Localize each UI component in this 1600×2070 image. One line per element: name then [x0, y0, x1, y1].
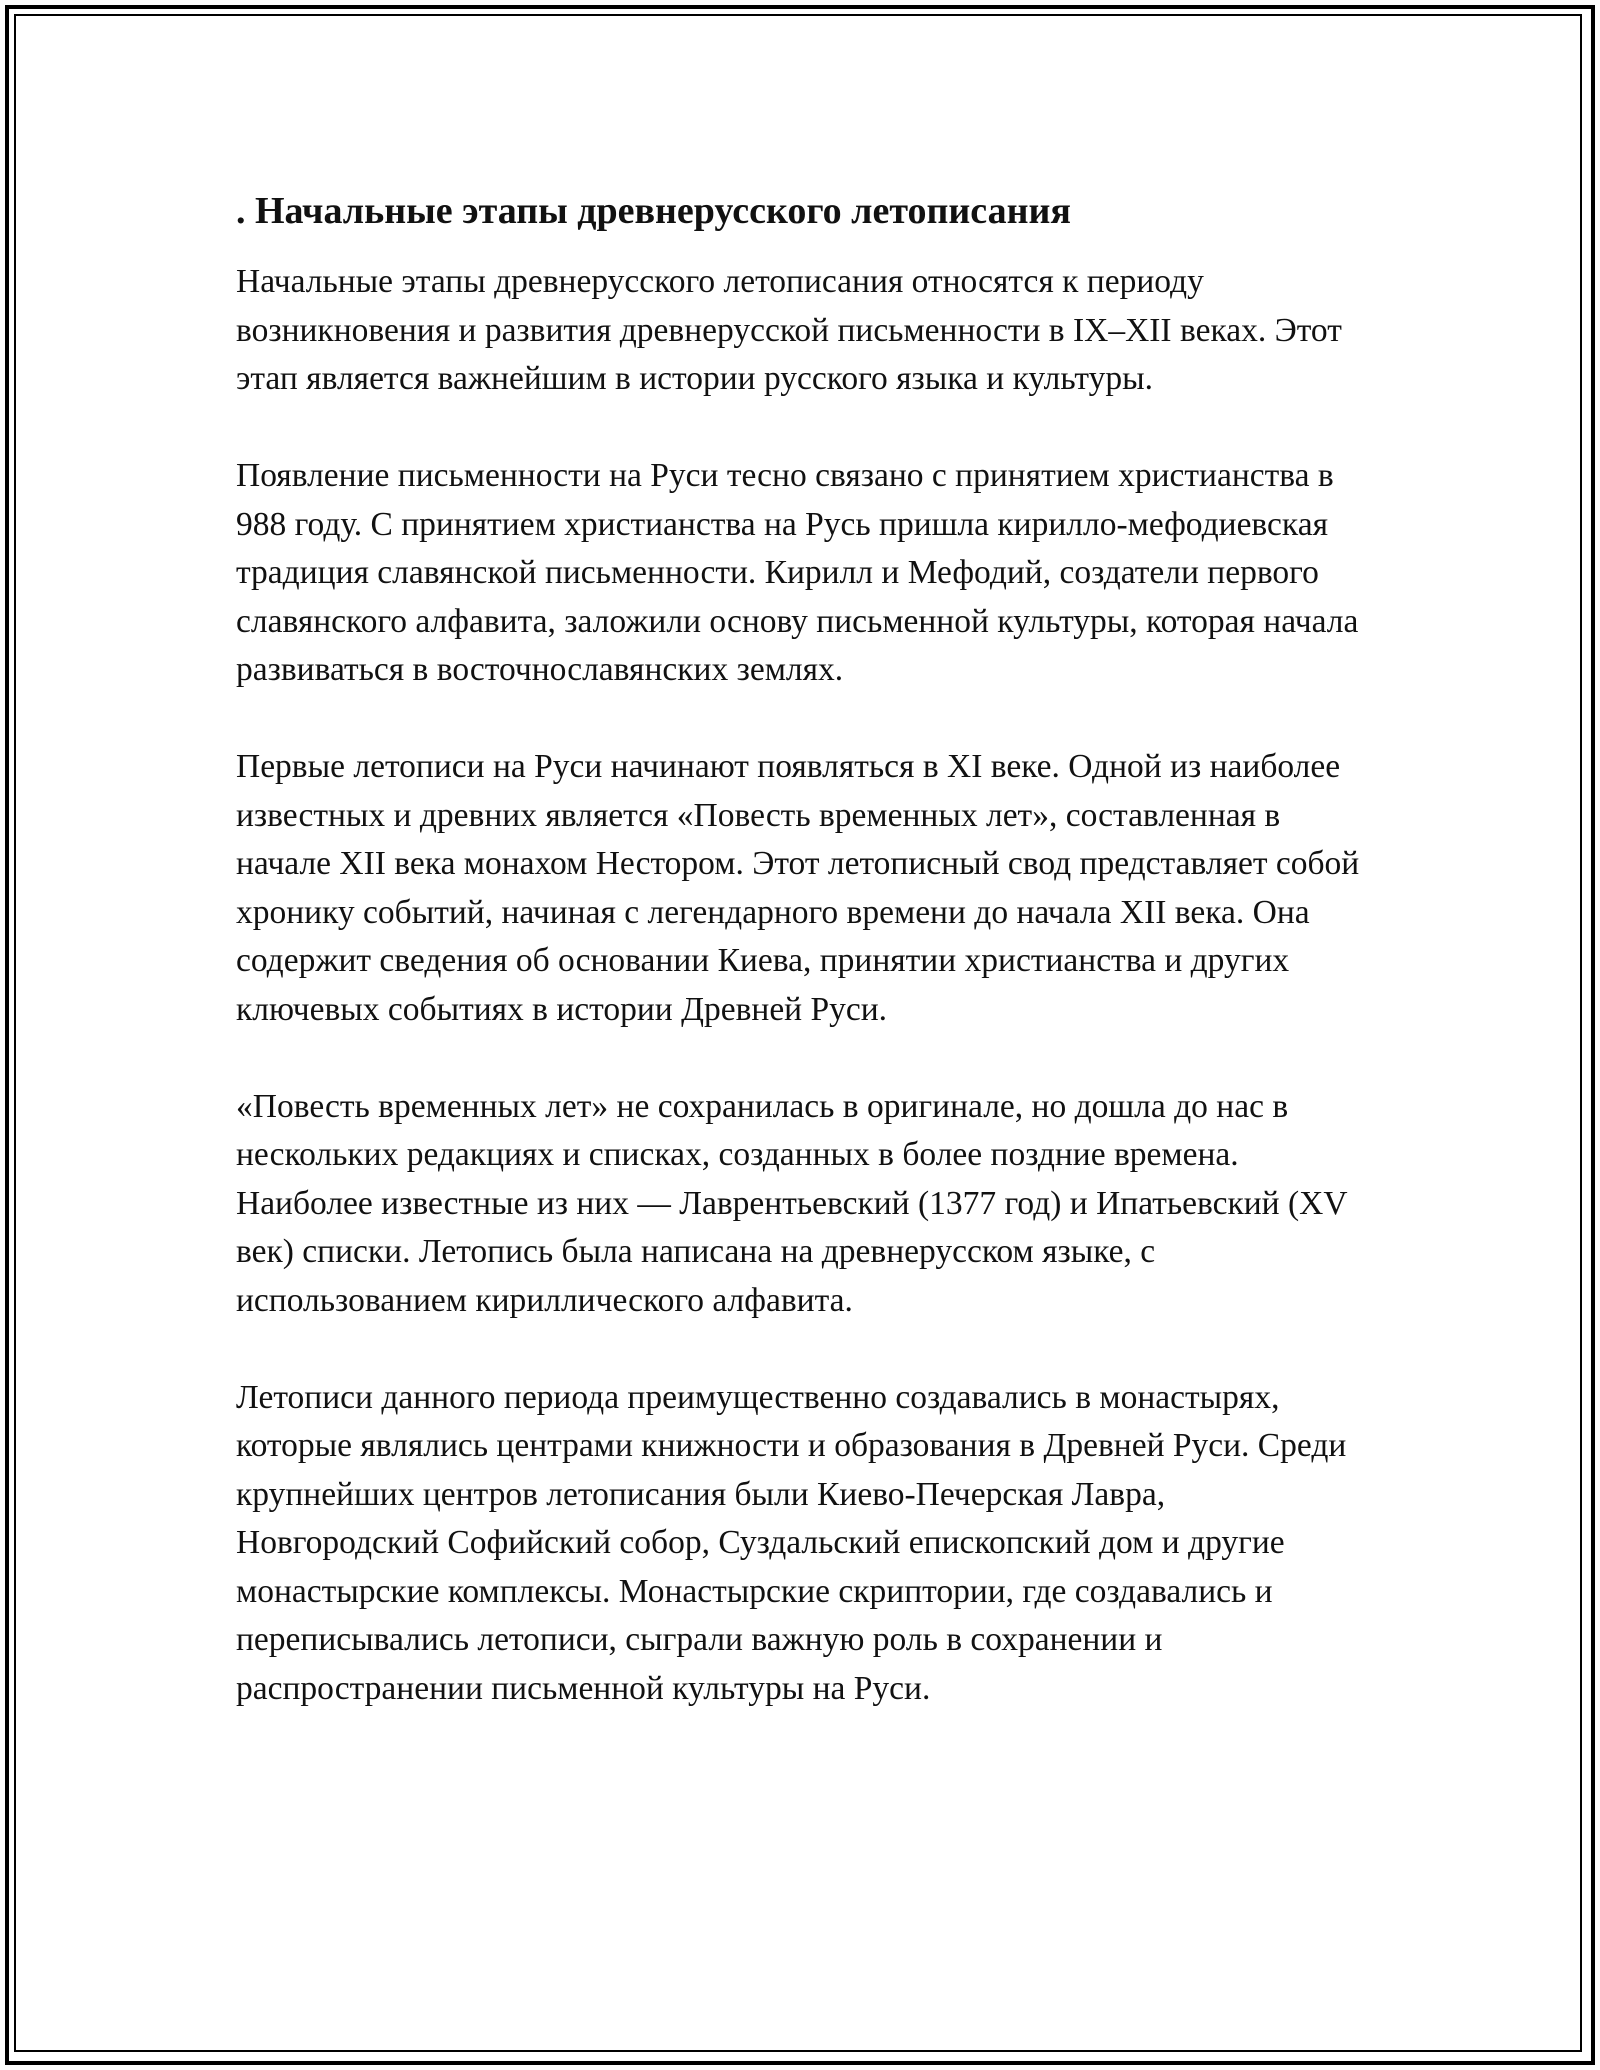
paragraph-3: Первые летописи на Руси начинают появляться в XI веке. Одной из наиболее известных и древних является «Повесть временных лет», составленная в начале XII века монахом Нестором. Этот летописный свод представляет собой хронику событий, начиная с легендарного времени до начала XII века. Она содержит сведения об основании Киева, принятии христианства и других ключевых событиях в истории Древней Руси. — [236, 748, 1360, 1028]
document-title: . Начальные этапы древнерусского летописания — [236, 190, 1071, 232]
paragraph-5: Летописи данного периода преимущественно создавались в монастырях, которые являлись центрами книжности и образования в Древней Руси. Среди крупнейших центров летописания были Киево-Печерская Лавра, Новгородский Софийский собор, Суздальский епископский дом и другие монастырские комплексы. Монастырские скриптории, где создавались и переписывались летописи, сыграли важную роль в сохранении и распространении письменной культуры на Руси. — [236, 1378, 1347, 1707]
paragraph-1: Начальные этапы древнерусского летописания относятся к периоду возникновения и развития древнерусской письменности в IX–XII веках. Этот этап является важнейшим в истории русского языка и культуры. — [236, 263, 1342, 397]
paragraph-2: Появление письменности на Руси тесно связано с принятием христианства в 988 году. С принятием христианства на Русь пришла кирилло-мефодиевская традиция славянской письменности. Кирилл и Мефодий, создатели первого славянского алфавита, заложили основу письменной культуры, которая начала развиваться в восточнославянских землях. — [236, 457, 1359, 688]
document-body — [236, 186, 1376, 1762]
paragraph-4: «Повесть временных лет» не сохранилась в оригинале, но дошла до нас в нескольких редакциях и списках, созданных в более поздние времена. Наиболее известные из них — Лаврентьевский (1377 год) и Ипатьевский (XV век) списки. Летопись была написана на древнерусском языке, с использованием кириллического алфавита. — [236, 1087, 1347, 1319]
